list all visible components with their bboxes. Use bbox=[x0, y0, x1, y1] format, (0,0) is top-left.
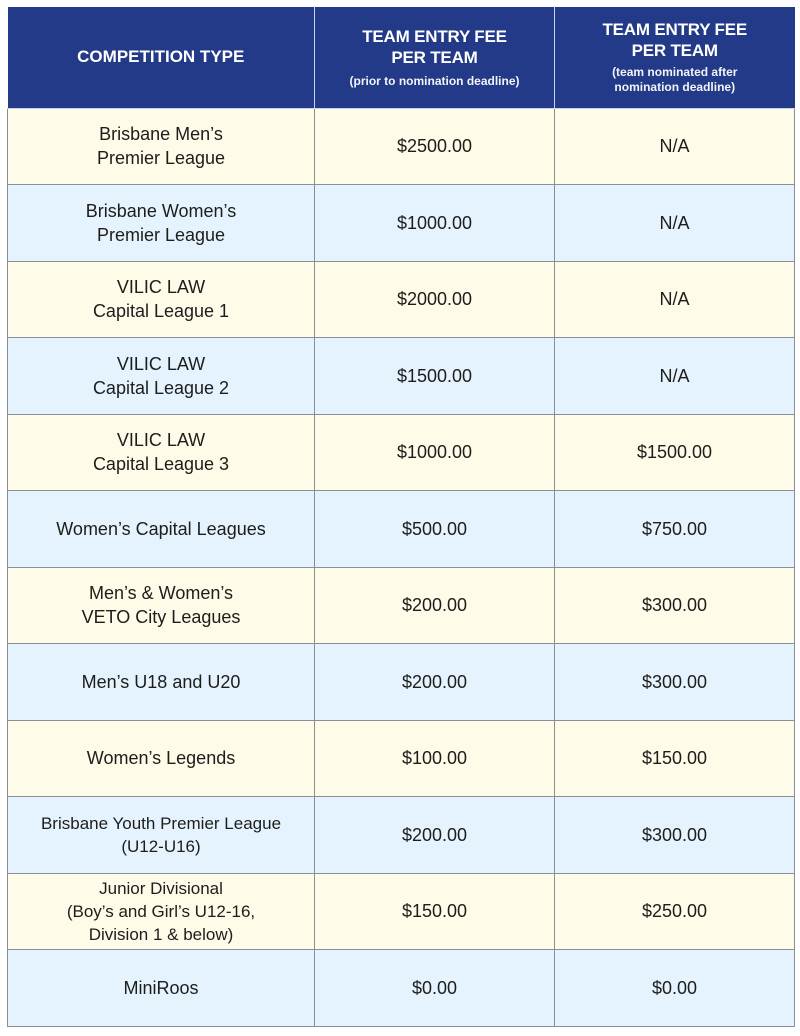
fee-after-deadline-cell: $250.00 bbox=[555, 873, 795, 950]
table-row bbox=[8, 873, 795, 950]
competition-name-line: Brisbane Youth Premier League bbox=[40, 813, 282, 833]
competition-name-line: Capital League 3 bbox=[92, 454, 230, 475]
competition-cell bbox=[8, 261, 315, 338]
header-fee-after-note-line1: (team nominated after bbox=[612, 65, 738, 80]
fee-after-deadline-cell: $1500.00 bbox=[555, 414, 795, 491]
competition-name-line: (U12-U16) bbox=[121, 836, 201, 856]
fee-after-deadline-cell: $0.00 bbox=[555, 950, 795, 1027]
header-fee-before-title-line1: TEAM ENTRY FEE bbox=[362, 26, 507, 46]
fee-before-deadline-cell: $100.00 bbox=[315, 720, 555, 797]
fee-after-deadline-cell: $300.00 bbox=[555, 567, 795, 644]
fee-after-deadline-cell: N/A bbox=[555, 261, 795, 338]
header-competition-type-label: COMPETITION TYPE bbox=[77, 47, 245, 67]
fee-after-deadline-cell: N/A bbox=[555, 185, 795, 262]
fee-before-deadline-cell: $150.00 bbox=[315, 873, 555, 950]
fee-after-deadline-cell: $300.00 bbox=[555, 797, 795, 874]
fee-before-deadline-cell: $0.00 bbox=[315, 950, 555, 1027]
competition-name-line: Women’s Legends bbox=[86, 748, 236, 769]
fee-before-deadline-cell: $200.00 bbox=[315, 644, 555, 721]
table-body bbox=[8, 108, 795, 1026]
competition-cell bbox=[8, 950, 315, 1027]
fee-after-deadline-cell: $300.00 bbox=[555, 644, 795, 721]
table-row bbox=[8, 797, 795, 874]
fee-before-deadline-cell: $2000.00 bbox=[315, 261, 555, 338]
fee-before-deadline-cell: $2500.00 bbox=[315, 108, 555, 185]
header-fee-before-title-line2: PER TEAM bbox=[391, 47, 478, 67]
competition-name-line: Premier League bbox=[96, 148, 226, 169]
competition-cell bbox=[8, 720, 315, 797]
fee-before-deadline-cell: $200.00 bbox=[315, 567, 555, 644]
competition-cell bbox=[8, 873, 315, 950]
table-row bbox=[8, 414, 795, 491]
fee-after-deadline-cell: N/A bbox=[555, 338, 795, 415]
table-row bbox=[8, 950, 795, 1027]
fee-before-deadline-cell: $1000.00 bbox=[315, 414, 555, 491]
competition-name-line: (Boy’s and Girl’s U12-16, bbox=[66, 901, 256, 921]
table-row bbox=[8, 185, 795, 262]
header-fee-before-note: (prior to nomination deadline) bbox=[349, 73, 520, 88]
competition-name-line: VILIC LAW bbox=[116, 430, 206, 451]
fee-after-deadline-cell: N/A bbox=[555, 108, 795, 185]
competition-cell bbox=[8, 567, 315, 644]
team-entry-fee-table bbox=[7, 7, 795, 1027]
header-competition-type bbox=[8, 7, 315, 108]
table-row bbox=[8, 567, 795, 644]
competition-name-line: Women’s Capital Leagues bbox=[56, 518, 266, 539]
competition-name-line: Capital League 1 bbox=[92, 301, 230, 322]
competition-name-line: Capital League 2 bbox=[92, 377, 230, 398]
fee-before-deadline-cell: $1000.00 bbox=[315, 185, 555, 262]
competition-name-line: Premier League bbox=[96, 224, 226, 245]
competition-name-line: Brisbane Men’s bbox=[99, 124, 223, 145]
competition-name-line: Division 1 & below) bbox=[88, 924, 234, 944]
table-row bbox=[8, 261, 795, 338]
competition-name-line: Junior Divisional bbox=[99, 878, 223, 898]
header-fee-before-deadline bbox=[315, 7, 555, 108]
header-fee-after-note-line2: nomination deadline) bbox=[614, 80, 736, 95]
table-row bbox=[8, 720, 795, 797]
competition-name-line: MiniRoos bbox=[123, 977, 199, 998]
table-row bbox=[8, 491, 795, 568]
competition-name-line: VILIC LAW bbox=[116, 353, 206, 374]
table-row bbox=[8, 338, 795, 415]
fee-after-deadline-cell: $150.00 bbox=[555, 720, 795, 797]
fee-before-deadline-cell: $1500.00 bbox=[315, 338, 555, 415]
header-fee-after-deadline bbox=[555, 7, 795, 108]
competition-cell bbox=[8, 185, 315, 262]
fee-before-deadline-cell: $200.00 bbox=[315, 797, 555, 874]
competition-name-line: Men’s U18 and U20 bbox=[81, 671, 241, 692]
table-header bbox=[8, 7, 795, 108]
table-row bbox=[8, 644, 795, 721]
header-fee-after-title-line2: PER TEAM bbox=[631, 41, 718, 61]
competition-cell bbox=[8, 108, 315, 185]
competition-name-line: Men’s & Women’s bbox=[88, 583, 234, 604]
fee-before-deadline-cell: $500.00 bbox=[315, 491, 555, 568]
competition-cell bbox=[8, 797, 315, 874]
competition-cell bbox=[8, 644, 315, 721]
header-fee-after-title-line1: TEAM ENTRY FEE bbox=[602, 20, 748, 40]
competition-cell bbox=[8, 338, 315, 415]
competition-name-line: VILIC LAW bbox=[116, 277, 206, 298]
fee-after-deadline-cell: $750.00 bbox=[555, 491, 795, 568]
competition-name-line: Brisbane Women’s bbox=[85, 200, 237, 221]
competition-cell bbox=[8, 414, 315, 491]
competition-cell bbox=[8, 491, 315, 568]
header-row bbox=[8, 7, 795, 108]
competition-name-line: VETO City Leagues bbox=[81, 607, 241, 628]
table-row bbox=[8, 108, 795, 185]
